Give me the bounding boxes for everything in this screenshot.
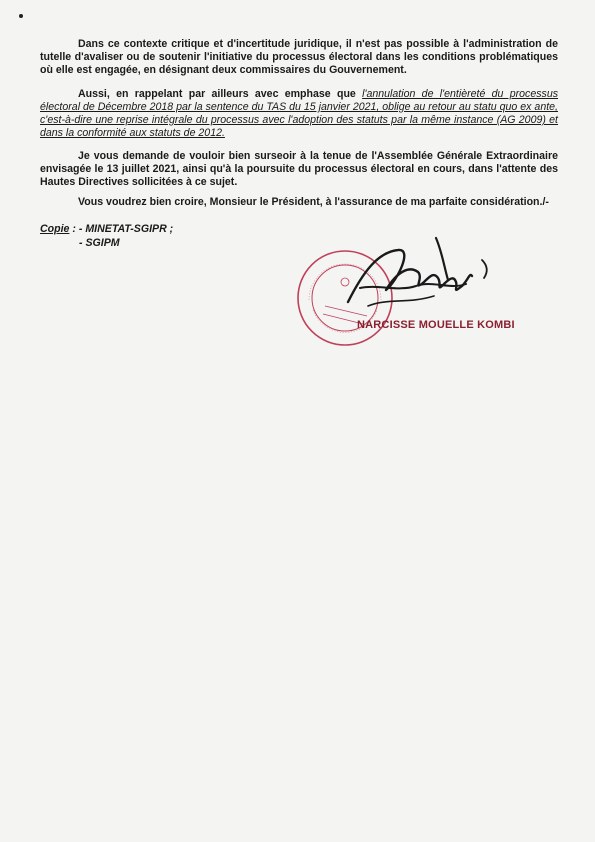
copies-line-1: MINETAT-SGIPR ; (85, 223, 174, 235)
bullet-mark (19, 14, 23, 18)
handwritten-signature-icon (338, 232, 498, 324)
paragraph-annulation-intro: Aussi, en rappelant par ailleurs avec emphase que (78, 88, 363, 100)
copies-separator: : - (69, 223, 86, 235)
paragraph-context: Dans ce contexte critique et d'incertitude juridique, il n'est pas possible à l'administration de tutelle d'avaliser ou de soutenir l'initiative du processus électoral dans les conditions problématiques où elle est engagée, en désignant deux commissaires du Gouvernement. (40, 38, 558, 76)
paragraph-closing: Vous voudrez bien croire, Monsieur le Président, à l'assurance de ma parfaite considération./- (78, 196, 549, 208)
copies-block (40, 222, 173, 250)
paragraph-request: Je vous demande de vouloir bien surseoir à la tenue de l'Assemblée Générale Extraordinaire envisagée le 13 juillet 2021, ainsi qu'à la poursuite du processus électoral en cours, dans l'attente des Hautes Directives sollicitées à ce sujet. (40, 150, 558, 188)
copies-label: Copie (40, 223, 70, 235)
copies-line-2: - SGIPM (79, 237, 120, 249)
paragraph-annulation (40, 88, 558, 140)
paragraph-annulation-underlined: l'annulation de l'entièreté du processus électoral de Décembre 2018 par la sentence du TAS du 15 janvier 2021, oblige au retour au statu quo ex ante, c'est-à-dire une reprise intégrale du processus avec l'adoption des statuts par la même instance (AG 2009) et dans la conformité aux statuts de 2012. (40, 88, 559, 139)
signatory-name: NARCISSE MOUELLE KOMBI (357, 319, 515, 331)
